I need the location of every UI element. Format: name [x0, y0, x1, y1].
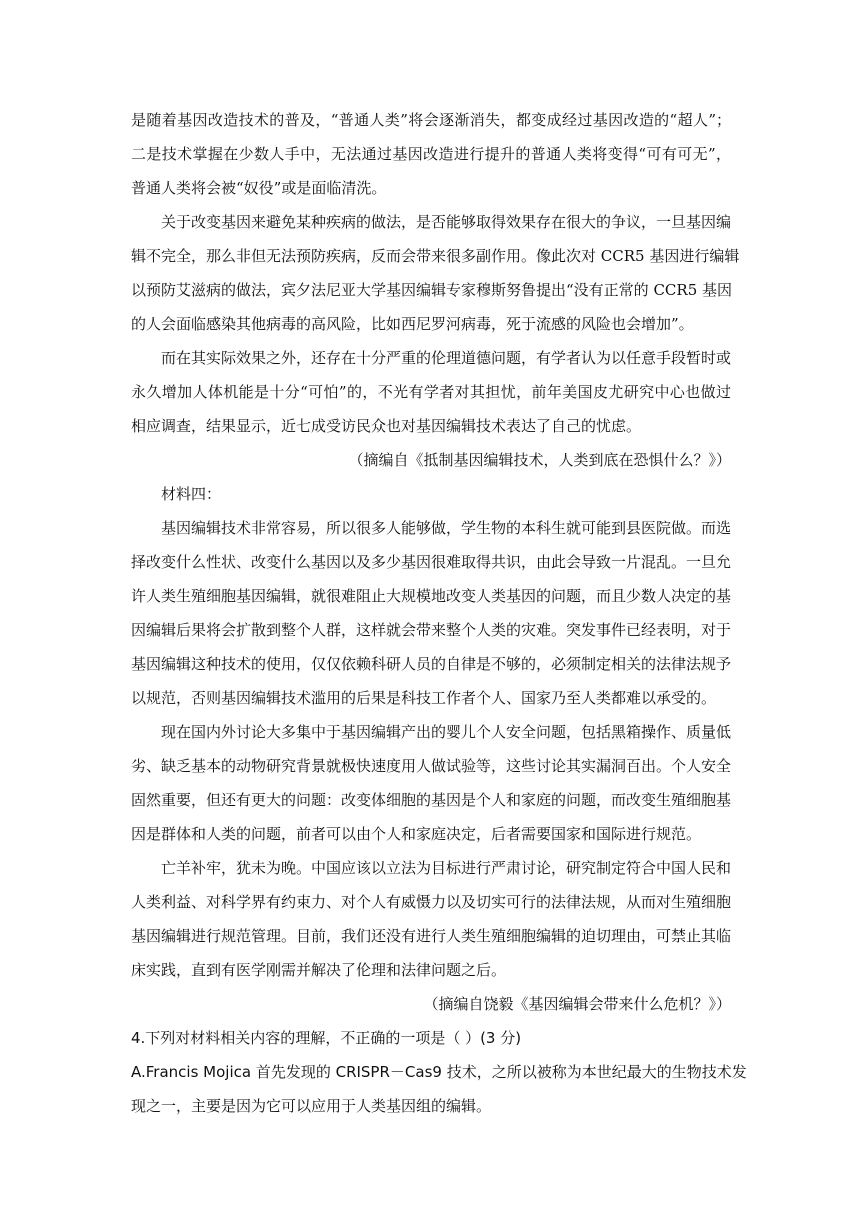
- option-a-line: 现之一，主要是因为它可以应用于人类基因组的编辑。: [131, 1097, 492, 1115]
- text-line: 床实践，直到有医学刚需并解决了伦理和法律问题之后。: [131, 961, 507, 979]
- source-citation: [131, 443, 731, 477]
- paragraph-genetic-superhuman: [131, 103, 731, 205]
- text-line: 现在国内外讨论大多集中于基因编辑产出的婴儿个人安全问题，包括黑箱操作、质量低: [161, 723, 732, 741]
- paragraph-safety-debate: [131, 715, 731, 851]
- paragraph-legislation: [131, 851, 731, 987]
- text-line: 亡羊补牢，犹未为晚。中国应该以立法为目标进行严肃讨论，研究制定符合中国人民和: [161, 859, 732, 877]
- question-4: [131, 1021, 747, 1123]
- text-line: 永久增加人体机能是十分“可怕”的，不光有学者对其担忧，前年美国皮尤研究中心也做过: [131, 383, 731, 401]
- text-line: 而在其实际效果之外，还存在十分严重的伦理道德问题，有学者认为以任意手段暂时或: [161, 349, 732, 367]
- text-line: 相应调查，结果显示，近七成受访民众也对基因编辑技术表达了自己的忧虑。: [131, 417, 642, 435]
- paragraph-editing-ease: [131, 511, 731, 715]
- material-heading: [131, 477, 731, 511]
- material-four-title: 材料四：: [161, 485, 222, 503]
- citation-text: （摘编自《抵制基因编辑技术，人类到底在恐惧什么？》）: [348, 451, 731, 469]
- text-line: 择改变什么性状、改变什么基因以及多少基因很难取得共识，由此会导致一片混乱。一旦允: [131, 553, 732, 571]
- text-line: 基因编辑进行规范管理。目前，我们还没有进行人类生殖细胞编辑的迫切理由，可禁止其临: [131, 927, 732, 945]
- text-line: 基因编辑技术非常容易，所以很多人能够做，学生物的本科生就可能到县医院做。而选: [161, 519, 732, 537]
- text-line: 辑不完全，那么非但无法预防疾病，反而会带来很多副作用。像此次对 CCR5 基因进行编辑: [131, 247, 740, 265]
- text-line: 二是技术掌握在少数人手中，无法通过基因改造进行提升的普通人类将变得“可有可无”，: [131, 145, 731, 163]
- text-line: 以预防艾滋病的做法，宾夕法尼亚大学基因编辑专家穆斯努鲁提出“没有正常的 CCR5 基因: [131, 281, 732, 299]
- text-line: 是随着基因改造技术的普及，“普通人类”将会逐渐消失，都变成经过基因改造的“超人”；: [131, 111, 731, 129]
- text-line: 以规范，否则基因编辑技术滥用的后果是科技工作者个人、国家乃至人类都难以承受的。: [131, 689, 717, 707]
- text-line: 关于改变基因来避免某种疾病的做法，是否能够取得效果存在很大的争议，一旦基因编: [161, 213, 732, 231]
- text-line: 基因编辑这种技术的使用，仅仅依赖科研人员的自律是不够的，必须制定相关的法律法规予: [131, 655, 732, 673]
- text-line: 人类利益、对科学界有约束力、对个人有威慑力以及切实可行的法律法规，从而对生殖细胞: [131, 893, 732, 911]
- question-stem: 4.下列对材料相关内容的理解，不正确的一项是（ ）(3 分): [131, 1029, 522, 1047]
- text-line: 劣、缺乏基本的动物研究背景就极快速度用人做试验等，这些讨论其实漏洞百出。个人安全: [131, 757, 732, 775]
- text-line: 普通人类将会被“奴役”或是面临清洗。: [131, 179, 387, 197]
- option-a-line: A.Francis Mojica 首先发现的 CRISPR－Cas9 技术，之所以被称为本世纪最大的生物技术发: [131, 1063, 747, 1081]
- source-citation: [131, 987, 731, 1021]
- text-line: 许人类生殖细胞基因编辑，就很难阻止大规模地改变人类基因的问题，而且少数人决定的基: [131, 587, 732, 605]
- citation-text: （摘编自饶毅《基因编辑会带来什么危机？》）: [423, 995, 731, 1013]
- text-line: 因是群体和人类的问题，前者可以由个人和家庭决定，后者需要国家和国际进行规范。: [131, 825, 702, 843]
- text-line: 固然重要，但还有更大的问题：改变体细胞的基因是个人和家庭的问题，而改变生殖细胞基: [131, 791, 732, 809]
- paragraph-ethics: [131, 341, 731, 443]
- text-line: 因编辑后果将会扩散到整个人群，这样就会带来整个人类的灾难。突发事件已经表明，对于: [131, 621, 732, 639]
- text-line: 的人会面临感染其他病毒的高风险，比如西尼罗河病毒，死于流感的风险也会增加”。: [131, 315, 694, 333]
- paragraph-ccr5-controversy: [131, 205, 740, 341]
